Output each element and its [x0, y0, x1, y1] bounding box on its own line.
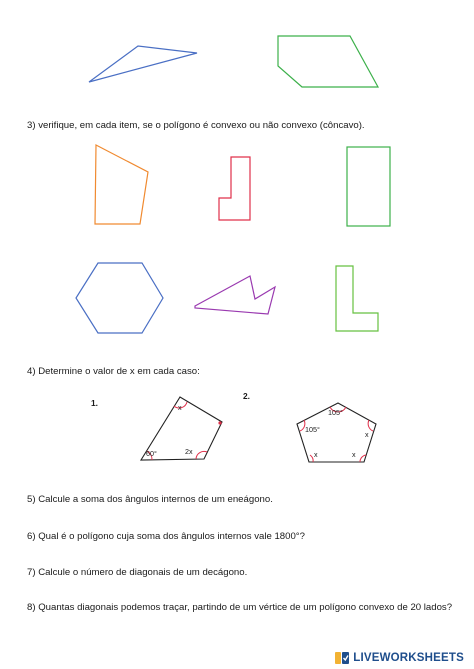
- orange-quadrilateral: [95, 145, 148, 224]
- red-l-shape: [219, 157, 250, 220]
- liveworksheets-footer: [334, 651, 464, 665]
- fig2-angle-right: x: [365, 430, 369, 439]
- green-rectangle: [347, 147, 390, 226]
- question-5: 5) Calcule a soma dos ângulos internos de um eneágono.: [27, 494, 273, 505]
- fig2-angle-top: 105°: [328, 408, 343, 417]
- question-7: 7) Calcule o número de diagonais de um decágono.: [27, 567, 248, 578]
- fig1-angle-bottom-left: 60°: [146, 449, 157, 458]
- fig1-angle-bottom-right: 2x: [185, 447, 193, 456]
- fig2-angle-bottom-right: x: [352, 450, 356, 459]
- figure-1-label: 1.: [91, 398, 98, 408]
- liveworksheets-brand: LIVEWORKSHEETS: [353, 652, 464, 664]
- question-6: 6) Qual é o polígono cuja soma dos ângulos internos vale 1800°?: [27, 531, 305, 542]
- blue-hexagon: [76, 263, 163, 333]
- question-8: 8) Quantas diagonais podemos traçar, partindo de um vértice de um polígono convexo de 20 lados?: [27, 602, 453, 613]
- fig1-angle-top: x: [178, 403, 182, 412]
- figure-2-label: 2.: [243, 391, 250, 401]
- blue-triangle: [89, 46, 197, 82]
- fig2-angle-left: 105°: [305, 425, 320, 434]
- green-l-shape: [336, 266, 378, 331]
- purple-concave-polygon: [195, 276, 275, 314]
- question-4: 4) Determine o valor de x em cada caso:: [27, 366, 200, 377]
- question-3: 3) verifique, em cada item, se o polígono é convexo ou não convexo (côncavo).: [27, 120, 365, 131]
- fig2-angle-bottom-left: x: [314, 450, 318, 459]
- green-pentagon: [278, 36, 378, 87]
- liveworksheets-logo-icon: [334, 651, 350, 665]
